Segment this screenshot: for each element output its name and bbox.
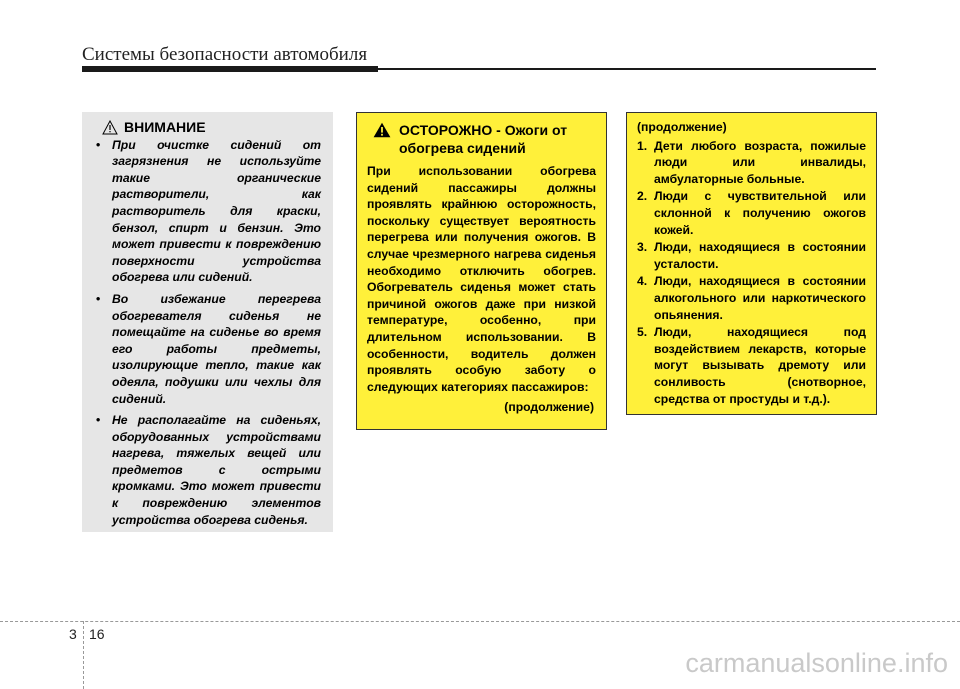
footer-vertical-divider	[83, 621, 84, 689]
warning-item: • Во избежание перегрева обогревателя сиденья не помещайте на сиденье во время его работы предметы, изолирующие тепло, такие как одеяла, подушки или чехлы для сидений.	[96, 291, 321, 406]
passenger-category-list	[637, 138, 866, 408]
caution-title-text: ОСТОРОЖНО - Ожоги от обогрева сидений	[399, 122, 568, 156]
chapter-number: 3	[69, 626, 77, 642]
page-header-title: Системы безопасности автомобиля	[82, 44, 368, 65]
caution-continued-box	[626, 112, 877, 415]
warning-list	[94, 137, 321, 529]
warning-item: • При очистке сидений от загрязнения не используйте такие органические растворители, как растворитель для краски, бензол, спирт и бензин. Это может привести к повреждению поверхности устройства обогрева или сидений.	[96, 137, 321, 285]
warning-box	[82, 112, 333, 532]
list-item: 5. Люди, находящиеся под воздействием лекарств, которые могут вызывать дремоту или сонливость (снотворное, средства от простуды и т.д.).	[637, 325, 866, 406]
header-rule-thick	[82, 66, 378, 72]
warning-outline-icon	[102, 120, 118, 135]
page-number: 16	[89, 626, 105, 642]
caution-box	[356, 112, 607, 430]
bullet-icon: •	[96, 291, 101, 306]
continued-heading: (продолжение)	[637, 120, 727, 134]
footer-divider	[0, 621, 960, 622]
caution-title	[367, 121, 596, 157]
list-item: 3. Люди, находящиеся в состоянии усталости.	[637, 240, 866, 271]
warning-title	[94, 119, 321, 136]
watermark: carmanualsonline.info	[685, 648, 948, 678]
list-item: 4. Люди, находящиеся в состоянии алкогольного или наркотического опьянения.	[637, 274, 866, 322]
warning-item: • Не располагайте на сиденьях, оборудованных устройствами нагрева, тяжелых вещей или предметов с острыми кромками. Это может привести к повреждению элементов устройства обогрева сиденья.	[96, 413, 321, 527]
bullet-icon: •	[96, 413, 101, 428]
caution-continued: (продолжение)	[504, 400, 594, 415]
caution-body: При использовании обогрева сидений пассажиры должны проявлять крайнюю осторожность, поскольку существует вероятность перегрева или получения ожогов. В случае чрезмерного нагрева сиденья необходимо отключить обогрев. Обогреватель сиденья может стать причиной ожогов даже при низкой температуре, особенно, при длительном использовании. В особенности, водитель должен проявлять особую заботу о следующих категориях пассажиров:	[367, 164, 596, 394]
bullet-icon: •	[96, 137, 101, 152]
header-rule-thin	[378, 68, 876, 70]
caution-triangle-icon	[373, 122, 391, 138]
list-item: 1. Дети любого возраста, пожилые люди или инвалиды, амбулаторные больные.	[637, 138, 866, 186]
warning-title-text: ВНИМАНИЕ	[124, 119, 206, 135]
list-item: 2. Люди с чувствительной или склонной к получению ожогов кожей.	[637, 189, 866, 237]
